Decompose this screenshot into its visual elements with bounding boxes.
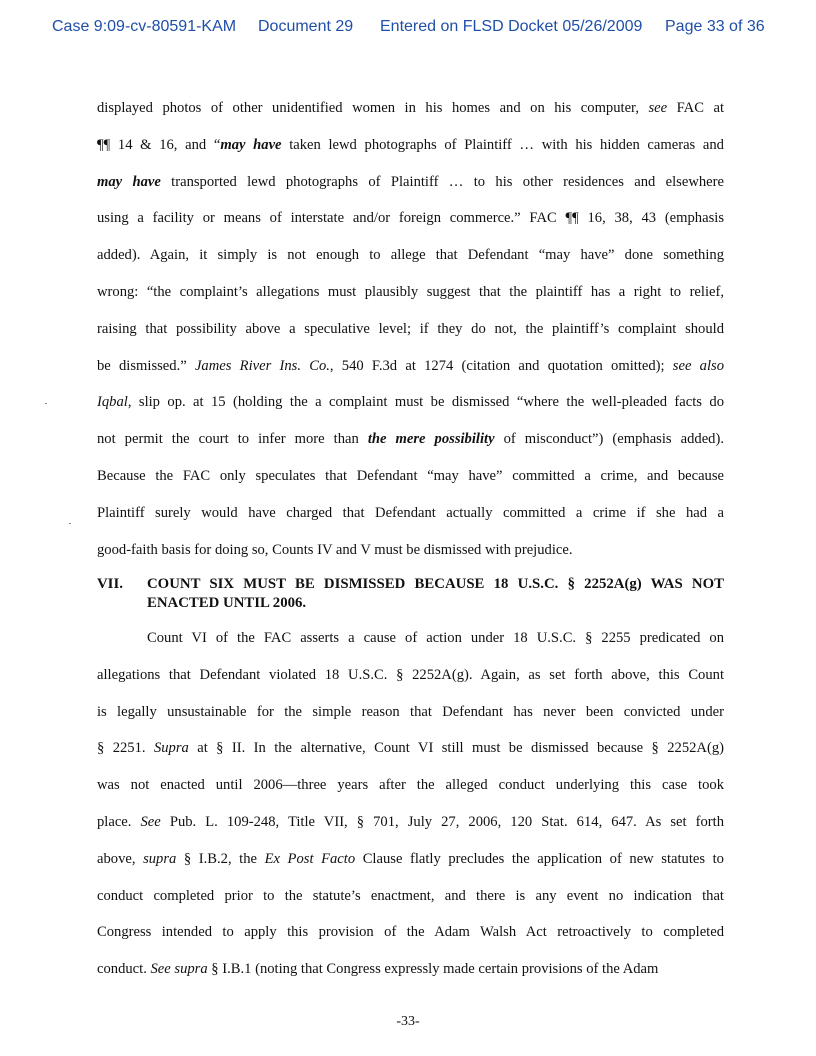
text-run: FAC at: [667, 100, 725, 116]
text-line: [97, 532, 724, 569]
text-run: using a facility or means of interstate and/or foreign commerce.” FAC ¶¶ 16, 38, 43 (emphasis: [97, 210, 724, 227]
text-line: [97, 164, 724, 201]
text-line: [97, 804, 724, 841]
docket-entry-date: Entered on FLSD Docket 05/26/2009: [380, 18, 643, 35]
scan-speck: [69, 523, 71, 524]
section-title-line-2: ENACTED UNTIL 2006.: [147, 595, 307, 611]
text-run: good-faith basis for doing so, Counts IV and V must be dismissed with prejudice.: [97, 541, 573, 558]
text-run: Clause flatly precludes the application of new statutes to: [355, 850, 724, 867]
emphasis-text: the mere possibility: [367, 431, 495, 448]
text-run: is legally unsustainable for the simple reason that Defendant has never been convicted under: [97, 703, 724, 720]
text-run: taken lewd photographs of Plaintiff … with his hidden cameras and: [281, 136, 724, 153]
page-count: Page 33 of 36: [665, 18, 765, 35]
page-number: -33-: [396, 1014, 420, 1029]
text-run: allegations that Defendant violated 18 U.S.C. § 2252A(g). Again, as set forth above, this Count: [97, 666, 724, 683]
text-line: [97, 841, 724, 878]
text-line: [97, 384, 724, 421]
text-line: [97, 200, 724, 237]
text-line: [97, 914, 724, 951]
text-run: be dismissed.”: [97, 357, 195, 374]
text-run: ¶¶ 14 & 16, and “: [97, 136, 221, 153]
text-run: Congress intended to apply this provision of the Adam Walsh Act retroactively to completed: [97, 924, 724, 941]
text-run: was not enacted until 2006—three years after the alleged conduct underlying this case took: [97, 777, 724, 794]
emphasis-text: Iqbal: [97, 394, 128, 411]
text-run: not permit the court to infer more than: [97, 431, 368, 448]
text-line: [97, 495, 724, 532]
text-run: § 2251.: [97, 740, 154, 757]
scan-speck: [45, 403, 47, 404]
text-run: conduct completed prior to the statute’s enactment, and there is any event no indication that: [97, 887, 724, 904]
text-run: Because the FAC only speculates that Defendant “may have” committed a crime, and because: [97, 467, 724, 484]
body-text-top: [97, 90, 724, 568]
emphasis-text: see: [648, 100, 668, 116]
paragraph-count-vi: [97, 620, 724, 988]
text-line: [97, 127, 724, 164]
text-run: raising that possibility above a speculative level; if they do not, the plaintiff’s complaint should: [97, 320, 724, 337]
text-run: transported lewd photographs of Plaintiff … to his other residences and elsewhere: [160, 173, 724, 190]
text-run: displayed photos of other unidentified women in his homes and on his computer,: [97, 100, 649, 116]
text-run: place.: [97, 813, 141, 830]
section-title-line-1: COUNT SIX MUST BE DISMISSED BECAUSE 18 U.S.C. § 2252A(g) WAS NOT: [147, 576, 724, 592]
document-number: Document 29: [258, 18, 354, 35]
emphasis-text: Supra: [153, 740, 189, 757]
text-line: [97, 458, 724, 495]
text-line: [97, 620, 724, 657]
emphasis-text: may have: [220, 136, 282, 153]
text-line: [97, 951, 724, 988]
text-line: [97, 730, 724, 767]
text-run: , slip op. at 15 (holding the a complaint must be dismissed “where the well-pleaded facts do: [127, 394, 724, 411]
emphasis-text: supra: [143, 850, 177, 867]
section-number: VII.: [97, 576, 123, 592]
text-line: [97, 274, 724, 311]
text-run: Pub. L. 109-248, Title VII, § 701, July 27, 2006, 120 Stat. 614, 647. As set forth: [160, 813, 724, 830]
text-line: [97, 90, 724, 127]
case-number: Case 9:09-cv-80591-KAM: [52, 18, 237, 35]
emphasis-text: may have: [97, 173, 161, 190]
emphasis-text: Ex Post Facto: [264, 850, 356, 867]
text-line: [97, 767, 724, 804]
text-run: added). Again, it simply is not enough to allege that Defendant “may have” done something: [97, 247, 724, 264]
text-line: [97, 237, 724, 274]
text-line: [97, 421, 724, 458]
text-line: [97, 878, 724, 915]
emphasis-text: See supra: [150, 961, 208, 978]
emphasis-text: see also: [672, 357, 724, 374]
text-run: of misconduct”) (emphasis added).: [494, 431, 724, 448]
text-line: [97, 348, 724, 385]
text-run: , 540 F.3d at 1274 (citation and quotation omitted);: [329, 357, 673, 374]
text-run: § I.B.1 (noting that Congress expressly made certain provisions of the Adam: [207, 961, 659, 978]
text-run: wrong: “the complaint’s allegations must plausibly suggest that the plaintiff has a right to relief,: [97, 283, 724, 300]
text-line: [97, 657, 724, 694]
emphasis-text: James River Ins. Co.: [194, 357, 330, 374]
text-run: § I.B.2, the: [176, 850, 265, 867]
emphasis-text: See: [140, 813, 161, 830]
paragraph-counts-iv-v: [97, 90, 724, 568]
text-run: at § II. In the alternative, Count VI still must be dismissed because § 2252A(g): [188, 740, 724, 757]
text-run: above,: [97, 850, 144, 867]
text-line: [97, 311, 724, 348]
text-run: Plaintiff surely would have charged that Defendant actually committed a crime if she had a: [97, 504, 724, 521]
text-run: Count VI of the FAC asserts a cause of action under 18 U.S.C. § 2255 predicated on: [147, 630, 724, 646]
text-line: [97, 694, 724, 731]
text-run: conduct.: [97, 961, 151, 978]
body-text-bottom: [97, 620, 724, 988]
docket-header: [52, 18, 772, 38]
